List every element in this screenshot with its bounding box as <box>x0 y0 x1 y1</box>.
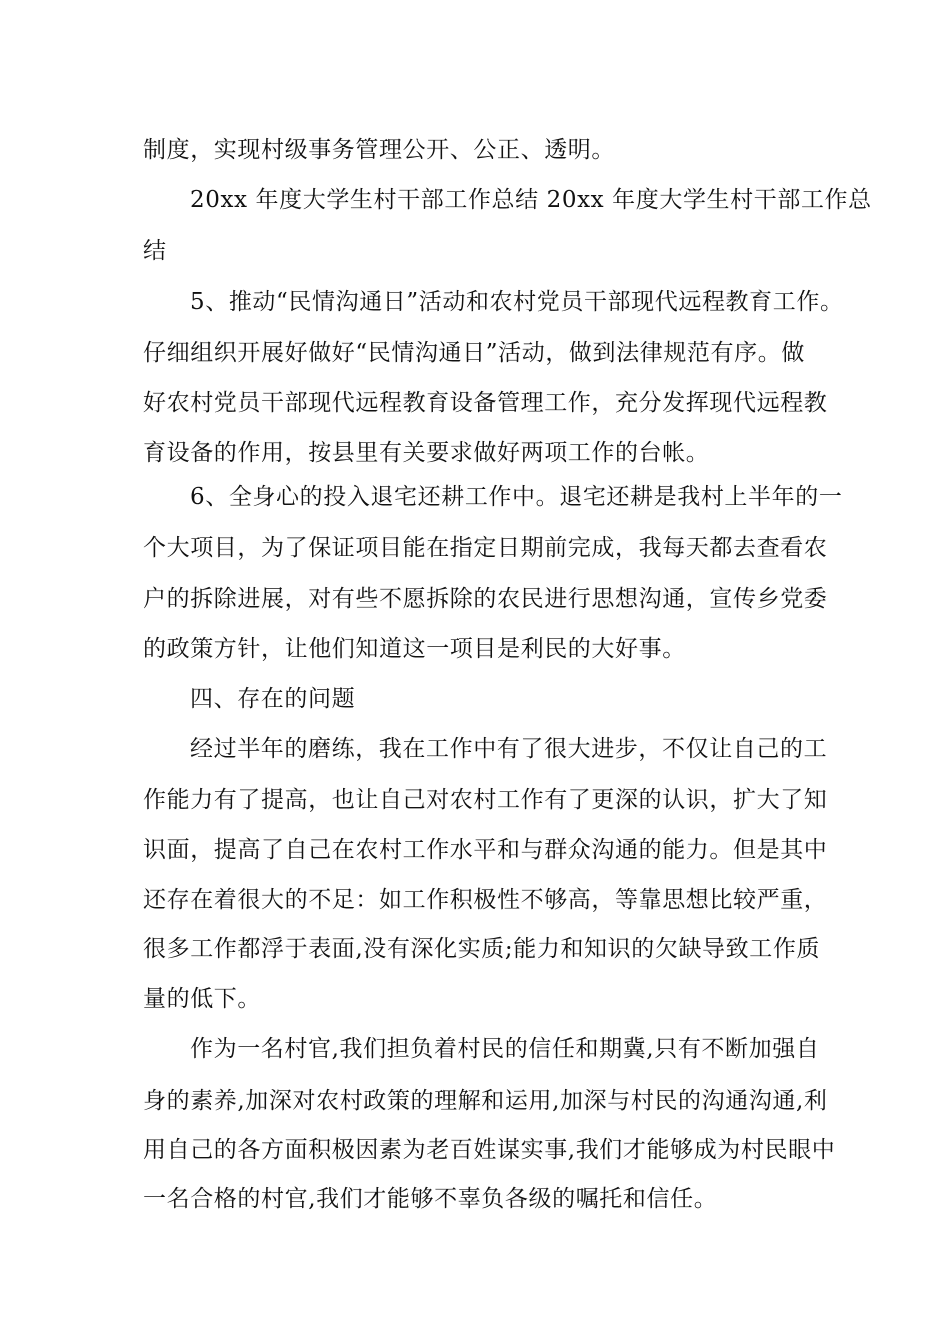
text-line: 身的素养,加深对农村政策的理解和运用,加深与村民的沟通沟通,利 <box>143 1088 828 1114</box>
text-line: 的政策方针，让他们知道这一项目是利民的大好事。 <box>143 636 686 662</box>
text-line: 20xx 年度大学生村干部工作总结 20xx 年度大学生村干部工作总 <box>190 187 872 213</box>
text-line: 识面，提高了自己在农村工作水平和与群众沟通的能力。但是其中 <box>143 837 828 863</box>
text-line: 量的低下。 <box>143 986 261 1012</box>
text-line: 育设备的作用，按县里有关要求做好两项工作的台帐。 <box>143 440 710 466</box>
text-line: 仔细组织开展好做好“民情沟通日”活动，做到法律规范有序。做 <box>143 340 805 366</box>
text-line: 用自己的各方面积极因素为老百姓谋实事,我们才能够成为村民眼中 <box>143 1137 836 1163</box>
text-line: 好农村党员干部现代远程教育设备管理工作，充分发挥现代远程教 <box>143 390 828 416</box>
text-line: 制度，实现村级事务管理公开、公正、透明。 <box>143 137 615 163</box>
text-line: 结 <box>143 238 167 264</box>
text-line: 6、全身心的投入退宅还耕工作中。退宅还耕是我村上半年的一 <box>190 484 843 510</box>
text-line: 个大项目，为了保证项目能在指定日期前完成，我每天都去查看农 <box>143 535 828 561</box>
text-line: 5、推动“民情沟通日”活动和农村党员干部现代远程教育工作。 <box>190 289 844 315</box>
text-line: 户的拆除进展，对有些不愿拆除的农民进行思想沟通，宣传乡党委 <box>143 586 828 612</box>
text-line: 还存在着很大的不足：如工作积极性不够高，等靠思想比较严重， <box>143 887 828 913</box>
text-line: 经过半年的磨练，我在工作中有了很大进步，不仅让自己的工 <box>190 736 828 762</box>
text-line: 很多工作都浮于表面,没有深化实质;能力和知识的欠缺导致工作质 <box>143 936 821 962</box>
text-line: 作为一名村官,我们担负着村民的信任和期冀,只有不断加强自 <box>190 1036 820 1062</box>
text-line: 作能力有了提高，也让自己对农村工作有了更深的认识，扩大了知 <box>143 787 828 813</box>
section-heading: 四、存在的问题 <box>190 686 356 712</box>
text-line: 一名合格的村官,我们才能够不辜负各级的嘱托和信任。 <box>143 1186 718 1212</box>
